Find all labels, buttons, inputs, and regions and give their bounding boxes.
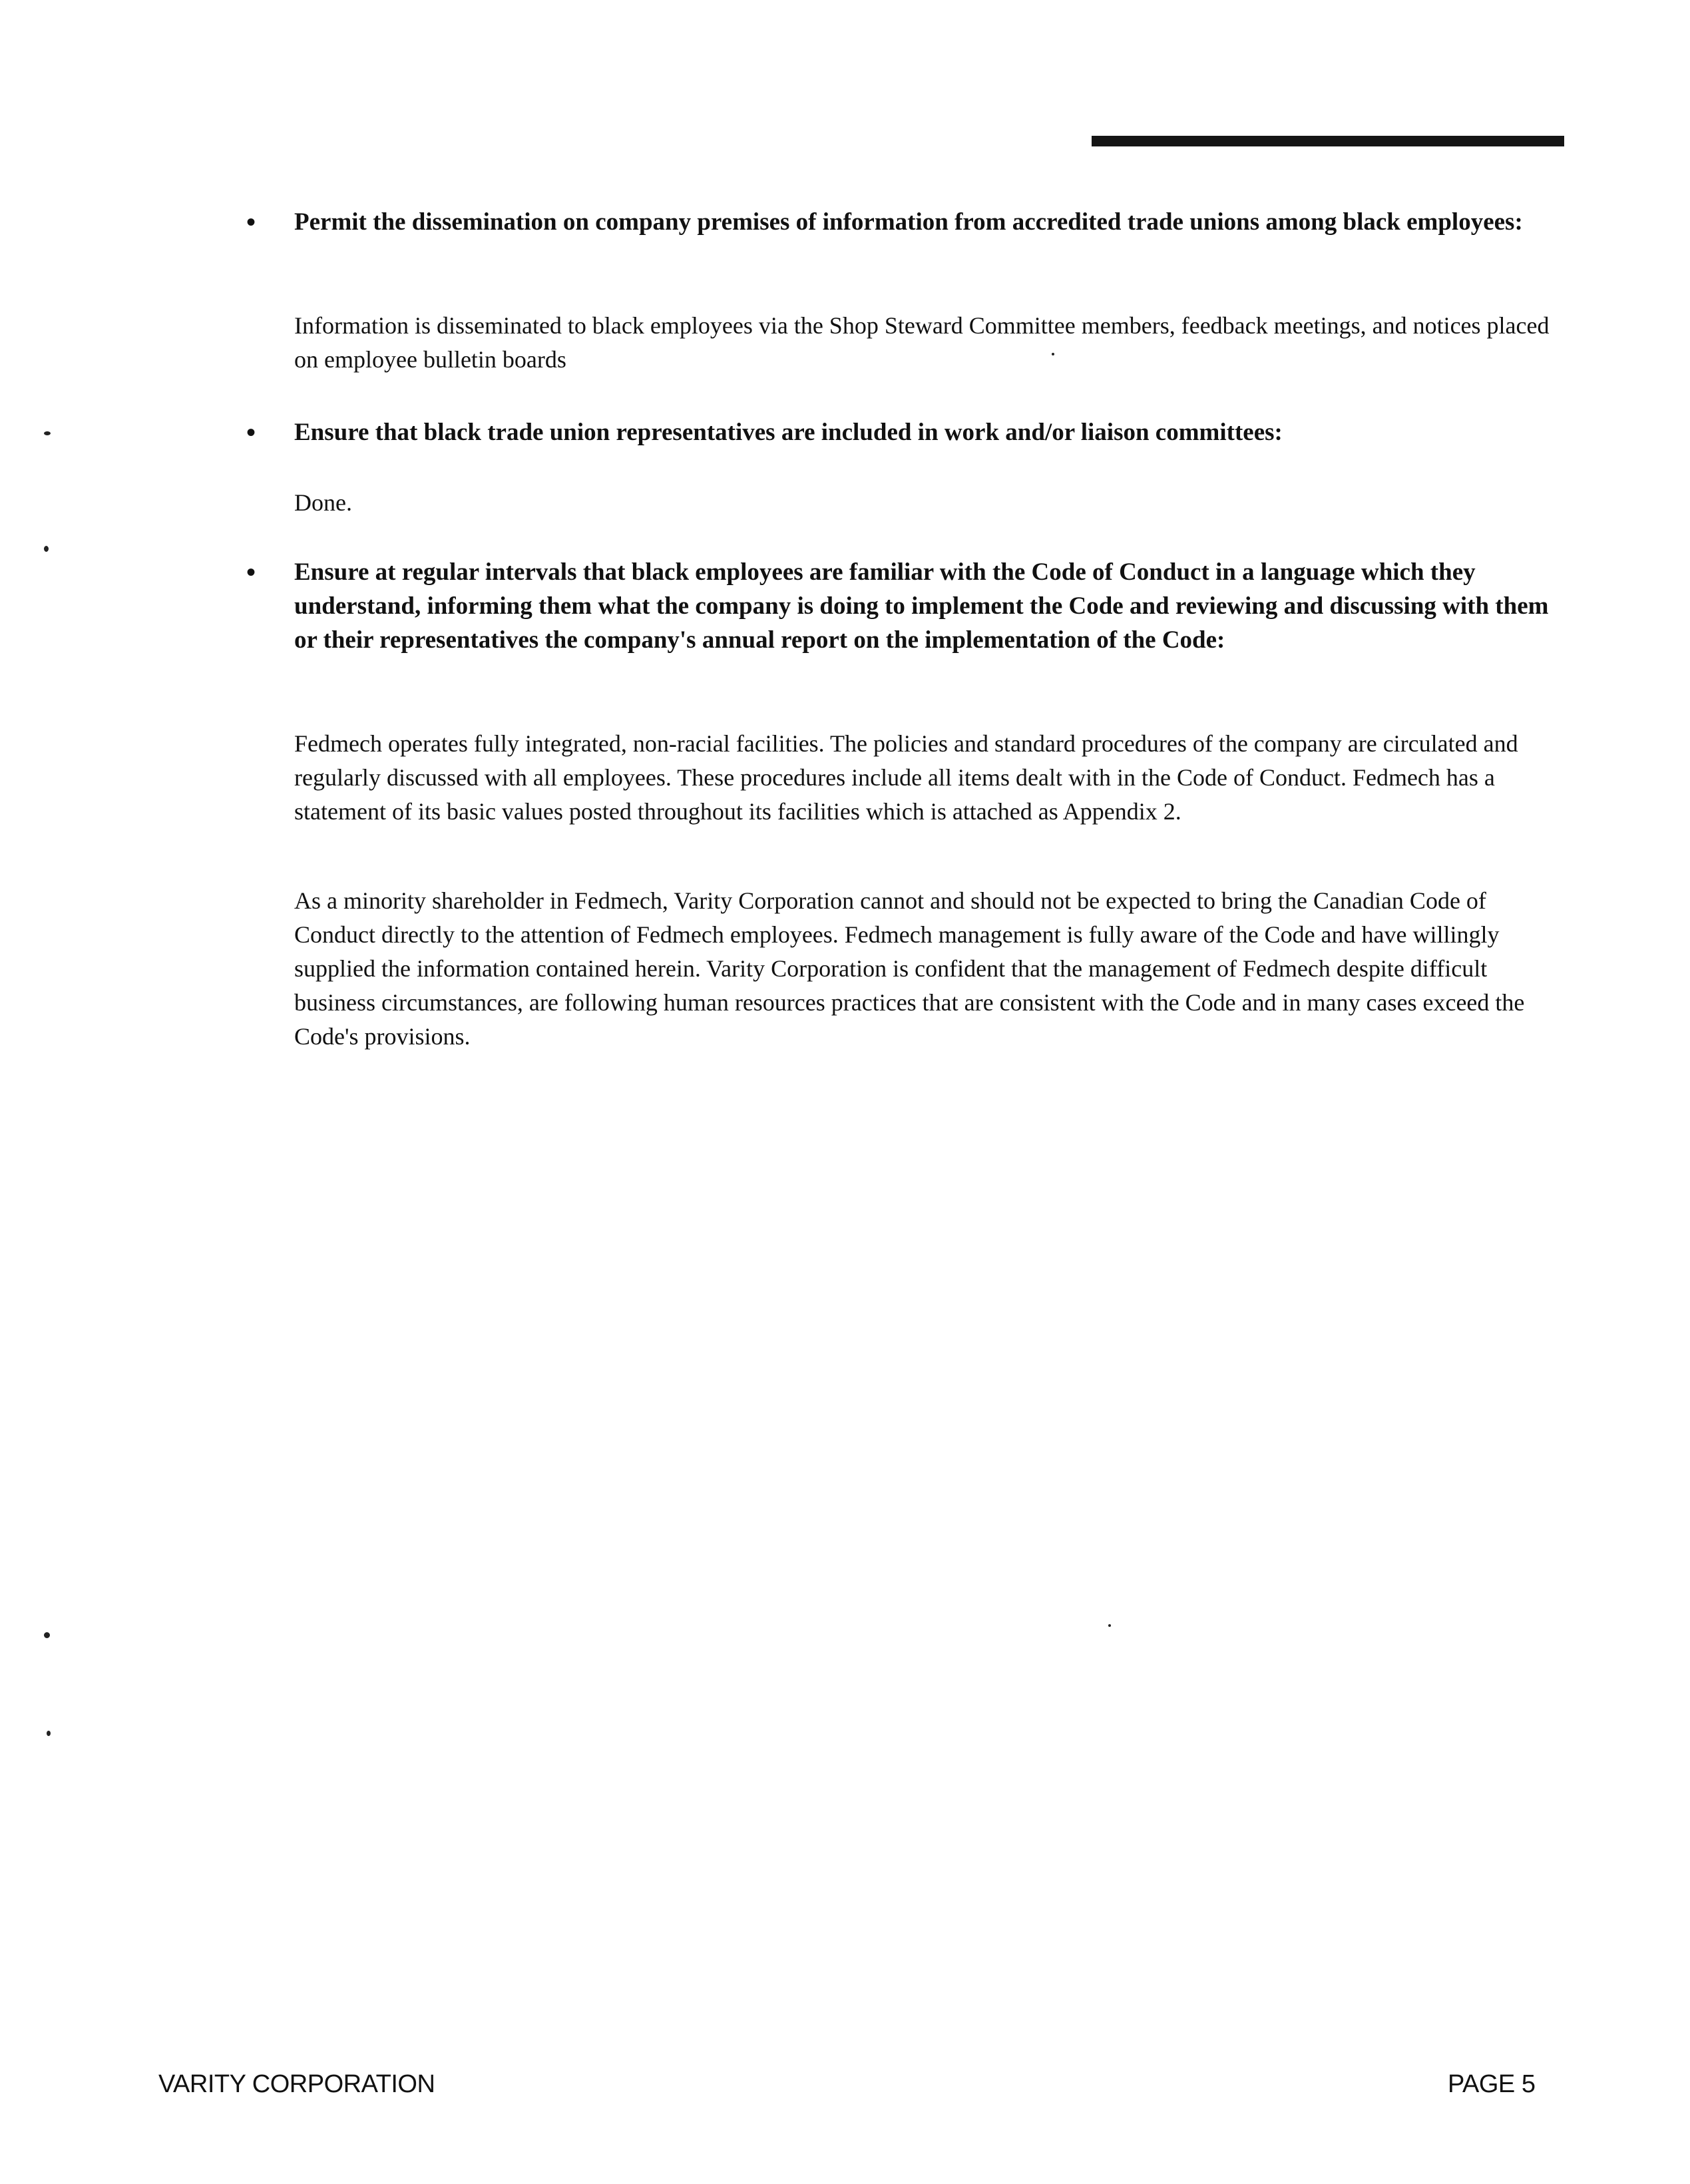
scan-speck xyxy=(44,431,51,435)
scan-speck xyxy=(1052,353,1054,355)
footer-company-name: VARITY CORPORATION xyxy=(158,2070,435,2098)
bullet-marker: • xyxy=(246,207,256,237)
scan-speck xyxy=(44,546,49,552)
scan-speck xyxy=(47,1731,51,1736)
scan-speck xyxy=(44,1632,50,1638)
bullet-heading-union-information: Permit the dissemination on company premises of information from accredited trade unions among black employees: xyxy=(294,208,1523,236)
bullet-heading-code-familiarity: Ensure at regular intervals that black employees are familiar with the Code of Conduct in a language which they understand, informing them what the company is doing to implement the Code and reviewing and discussing with them or their representatives the company's annual report on the implementation of the Code: xyxy=(294,558,1549,654)
header-rule xyxy=(1092,136,1564,146)
bullet-heading-liaison-committees: Ensure that black trade union representatives are included in work and/or liaison committees: xyxy=(294,419,1283,446)
bullet-response-code-familiarity: Fedmech operates fully integrated, non-racial facilities. The policies and standard procedures of the company are circulated and regularly discussed with all employees. These procedures include all items dealt with in the Code of Conduct. Fedmech has a statement of its basic values posted throughout its facilities which is attached as Appendix 2. xyxy=(294,730,1518,825)
bullet-marker: • xyxy=(246,557,256,587)
bullet-response-liaison-committees: Done. xyxy=(294,489,352,516)
bullet-marker: • xyxy=(246,417,256,447)
bullet-response-union-information: Information is disseminated to black employees via the Shop Steward Committee members, feedback meetings, and notices placed on employee bulletin boards xyxy=(294,312,1550,373)
footer-page-number: PAGE 5 xyxy=(1448,2070,1536,2098)
bullet-response-minority-shareholder: As a minority shareholder in Fedmech, Varity Corporation cannot and should not be expected to bring the Canadian Code of Conduct directly to the attention of Fedmech employees. Fedmech management is fully aware of the Code and have willingly supplied the information contained herein. Varity Corporation is confident that the management of Fedmech despite difficult business circumstances, are following human resources practices that are consistent with the Code and in many cases exceed the Code's provisions. xyxy=(294,887,1525,1050)
scan-speck xyxy=(1108,1624,1111,1627)
